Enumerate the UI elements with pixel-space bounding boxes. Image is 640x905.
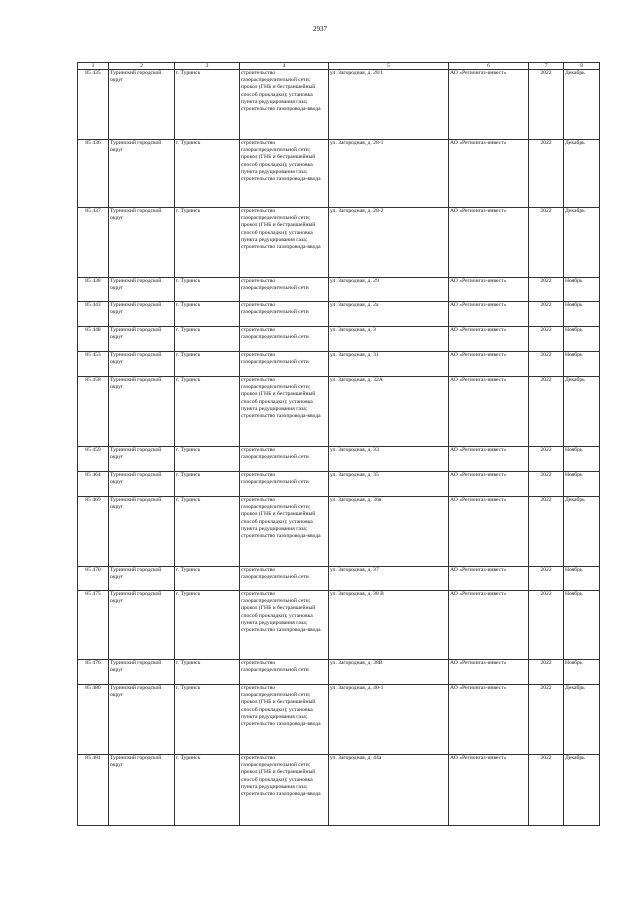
organization-cell: АО «Регионгаз-инвест» <box>449 660 529 685</box>
organization-cell: АО «Регионгаз-инвест» <box>449 302 529 327</box>
district-cell: Туринский городской округ <box>109 447 175 472</box>
year-cell: 2022 <box>529 352 564 377</box>
address-cell: ул. Загородная, д. 37 <box>329 567 449 591</box>
row-number: 85 480 <box>78 685 109 755</box>
work-description-cell: строительство газораспределительной сети <box>240 352 329 377</box>
organization-cell: АО «Регионгаз-инвест» <box>449 567 529 591</box>
column-number: 7 <box>529 63 564 70</box>
address-cell: ул. Загородная, д. 29 <box>329 278 449 302</box>
address-cell: ул. Загородная, д. 40-1 <box>329 685 449 755</box>
work-description-cell: строительство газораспределительной сети <box>240 447 329 472</box>
year-cell: 2022 <box>529 567 564 591</box>
district-cell: Туринский городской округ <box>109 70 175 140</box>
year-cell: 2022 <box>529 140 564 208</box>
organization-cell: АО «Регионгаз-инвест» <box>449 755 529 826</box>
locality-cell: г. Туринск <box>175 591 240 660</box>
organization-cell: АО «Регионгаз-инвест» <box>449 497 529 567</box>
locality-cell: г. Туринск <box>175 660 240 685</box>
table-row <box>78 302 600 327</box>
work-description-cell: строительство газораспределительной сети; прокол (ГНБ и бестраншейный способ прокладки); установка пункта редуцирования газа; строительство газопровода-ввода <box>240 497 329 567</box>
address-cell: ул. Загородная, д. 33 <box>329 447 449 472</box>
table-row <box>78 591 600 660</box>
locality-cell: г. Туринск <box>175 447 240 472</box>
month-cell: Ноябрь <box>564 660 600 685</box>
district-cell: Туринский городской округ <box>109 567 175 591</box>
district-cell: Туринский городской округ <box>109 140 175 208</box>
district-cell: Туринский городской округ <box>109 302 175 327</box>
locality-cell: г. Туринск <box>175 685 240 755</box>
table-row <box>78 352 600 377</box>
month-cell: Ноябрь <box>564 278 600 302</box>
year-cell: 2022 <box>529 327 564 352</box>
row-number: 85 436 <box>78 140 109 208</box>
table-row <box>78 70 600 140</box>
year-cell: 2022 <box>529 278 564 302</box>
work-description-cell: строительство газораспределительной сети; прокол (ГНБ и бестраншейный способ прокладки); установка пункта редуцирования газа; строительство газопровода-ввода <box>240 755 329 826</box>
address-cell: ул. Загородная, д. 28-2 <box>329 208 449 278</box>
work-description-cell: строительство газораспределительной сети; прокол (ГНБ и бестраншейный способ прокладки); установка пункта редуцирования газа; строительство газопровода-ввода <box>240 591 329 660</box>
page-number: 2937 <box>313 25 327 33</box>
district-cell: Туринский городской округ <box>109 208 175 278</box>
row-number: 85 437 <box>78 208 109 278</box>
month-cell: Ноябрь <box>564 567 600 591</box>
column-number: 8 <box>564 63 600 70</box>
row-number: 85 464 <box>78 472 109 497</box>
locality-cell: г. Туринск <box>175 567 240 591</box>
year-cell: 2022 <box>529 302 564 327</box>
district-cell: Туринский городской округ <box>109 755 175 826</box>
organization-cell: АО «Регионгаз-инвест» <box>449 447 529 472</box>
district-cell: Туринский городской округ <box>109 591 175 660</box>
address-cell: ул. Загородная, д. 32А <box>329 377 449 447</box>
month-cell: Декабрь <box>564 377 600 447</box>
table-row <box>78 208 600 278</box>
month-cell: Декабрь <box>564 497 600 567</box>
month-cell: Декабрь <box>564 70 600 140</box>
row-number: 85 476 <box>78 660 109 685</box>
column-number: 4 <box>240 63 329 70</box>
address-cell: ул. Загородная, д. 44а <box>329 755 449 826</box>
work-description-cell: строительство газораспределительной сети <box>240 327 329 352</box>
organization-cell: АО «Регионгаз-инвест» <box>449 278 529 302</box>
table-row <box>78 472 600 497</box>
table-row <box>78 140 600 208</box>
month-cell: Декабрь <box>564 208 600 278</box>
month-cell: Ноябрь <box>564 327 600 352</box>
address-cell: ул. Загородная, д. 36в <box>329 497 449 567</box>
month-cell: Ноябрь <box>564 591 600 660</box>
address-cell: ул. Загородная, д. 38 В <box>329 591 449 660</box>
register-table <box>77 62 600 826</box>
row-number: 85 459 <box>78 447 109 472</box>
work-description-cell: строительство газораспределительной сети <box>240 660 329 685</box>
year-cell: 2022 <box>529 755 564 826</box>
district-cell: Туринский городской округ <box>109 660 175 685</box>
table-row <box>78 567 600 591</box>
table-row <box>78 497 600 567</box>
work-description-cell: строительство газораспределительной сети <box>240 278 329 302</box>
locality-cell: г. Туринск <box>175 497 240 567</box>
locality-cell: г. Туринск <box>175 352 240 377</box>
locality-cell: г. Туринск <box>175 377 240 447</box>
work-description-cell: строительство газораспределительной сети; прокол (ГНБ и бестраншейный способ прокладки); установка пункта редуцирования газа; строительство газопровода-ввода <box>240 377 329 447</box>
address-cell: ул. Загородная, д. 3 <box>329 327 449 352</box>
organization-cell: АО «Регионгаз-инвест» <box>449 140 529 208</box>
year-cell: 2022 <box>529 497 564 567</box>
column-number: 3 <box>175 63 240 70</box>
district-cell: Туринский городской округ <box>109 497 175 567</box>
row-number: 85 438 <box>78 278 109 302</box>
work-description-cell: строительство газораспределительной сети; прокол (ГНБ и бестраншейный способ прокладки); установка пункта редуцирования газа; строительство газопровода-ввода <box>240 208 329 278</box>
row-number: 85 475 <box>78 591 109 660</box>
year-cell: 2022 <box>529 208 564 278</box>
organization-cell: АО «Регионгаз-инвест» <box>449 327 529 352</box>
locality-cell: г. Туринск <box>175 140 240 208</box>
row-number: 85 470 <box>78 567 109 591</box>
row-number: 85 448 <box>78 327 109 352</box>
month-cell: Ноябрь <box>564 302 600 327</box>
work-description-cell: строительство газораспределительной сети <box>240 472 329 497</box>
locality-cell: г. Туринск <box>175 208 240 278</box>
locality-cell: г. Туринск <box>175 472 240 497</box>
address-cell: ул. Загородная, д. 28-1 <box>329 140 449 208</box>
work-description-cell: строительство газораспределительной сети; прокол (ГНБ и бестраншейный способ прокладки); установка пункта редуцирования газа; строительство газопровода-ввода <box>240 685 329 755</box>
organization-cell: АО «Регионгаз-инвест» <box>449 70 529 140</box>
row-number: 85 443 <box>78 302 109 327</box>
district-cell: Туринский городской округ <box>109 472 175 497</box>
table-row <box>78 377 600 447</box>
address-cell: ул. Загородная, д. 38В <box>329 660 449 685</box>
address-cell: ул. Загородная, д. 2а <box>329 302 449 327</box>
organization-cell: АО «Регионгаз-инвест» <box>449 352 529 377</box>
organization-cell: АО «Регионгаз-инвест» <box>449 472 529 497</box>
row-number: 85 469 <box>78 497 109 567</box>
district-cell: Туринский городской округ <box>109 327 175 352</box>
locality-cell: г. Туринск <box>175 70 240 140</box>
year-cell: 2022 <box>529 377 564 447</box>
locality-cell: г. Туринск <box>175 278 240 302</box>
table-row <box>78 447 600 472</box>
year-cell: 2022 <box>529 685 564 755</box>
work-description-cell: строительство газораспределительной сети; прокол (ГНБ и бестраншейный способ прокладки); установка пункта редуцирования газа; строительство газопровода-ввода <box>240 70 329 140</box>
district-cell: Туринский городской округ <box>109 377 175 447</box>
table-row <box>78 660 600 685</box>
year-cell: 2022 <box>529 70 564 140</box>
table-row <box>78 755 600 826</box>
table-body <box>78 70 600 826</box>
district-cell: Туринский городской округ <box>109 352 175 377</box>
column-number-row <box>78 63 600 70</box>
organization-cell: АО «Регионгаз-инвест» <box>449 685 529 755</box>
column-number: 6 <box>449 63 529 70</box>
year-cell: 2022 <box>529 660 564 685</box>
month-cell: Ноябрь <box>564 472 600 497</box>
row-number: 85 435 <box>78 70 109 140</box>
year-cell: 2022 <box>529 447 564 472</box>
district-cell: Туринский городской округ <box>109 685 175 755</box>
work-description-cell: строительство газораспределительной сети <box>240 567 329 591</box>
table-row <box>78 685 600 755</box>
month-cell: Декабрь <box>564 755 600 826</box>
month-cell: Ноябрь <box>564 352 600 377</box>
organization-cell: АО «Регионгаз-инвест» <box>449 377 529 447</box>
organization-cell: АО «Регионгаз-инвест» <box>449 591 529 660</box>
work-description-cell: строительство газораспределительной сети; прокол (ГНБ и бестраншейный способ прокладки); установка пункта редуцирования газа; строительство газопровода-ввода <box>240 140 329 208</box>
locality-cell: г. Туринск <box>175 327 240 352</box>
year-cell: 2022 <box>529 591 564 660</box>
address-cell: ул. Загородная, д. 28/1 <box>329 70 449 140</box>
column-number: 1 <box>78 63 109 70</box>
row-number: 85 481 <box>78 755 109 826</box>
locality-cell: г. Туринск <box>175 755 240 826</box>
column-number: 2 <box>109 63 175 70</box>
month-cell: Декабрь <box>564 140 600 208</box>
address-cell: ул. Загородная, д. 31 <box>329 352 449 377</box>
month-cell: Декабрь <box>564 685 600 755</box>
year-cell: 2022 <box>529 472 564 497</box>
district-cell: Туринский городской округ <box>109 278 175 302</box>
locality-cell: г. Туринск <box>175 302 240 327</box>
column-number: 5 <box>329 63 449 70</box>
organization-cell: АО «Регионгаз-инвест» <box>449 208 529 278</box>
work-description-cell: строительство газораспределительной сети <box>240 302 329 327</box>
address-cell: ул. Загородная, д. 35 <box>329 472 449 497</box>
row-number: 85 453 <box>78 352 109 377</box>
row-number: 85 458 <box>78 377 109 447</box>
table-row <box>78 278 600 302</box>
month-cell: Ноябрь <box>564 447 600 472</box>
table-row <box>78 327 600 352</box>
